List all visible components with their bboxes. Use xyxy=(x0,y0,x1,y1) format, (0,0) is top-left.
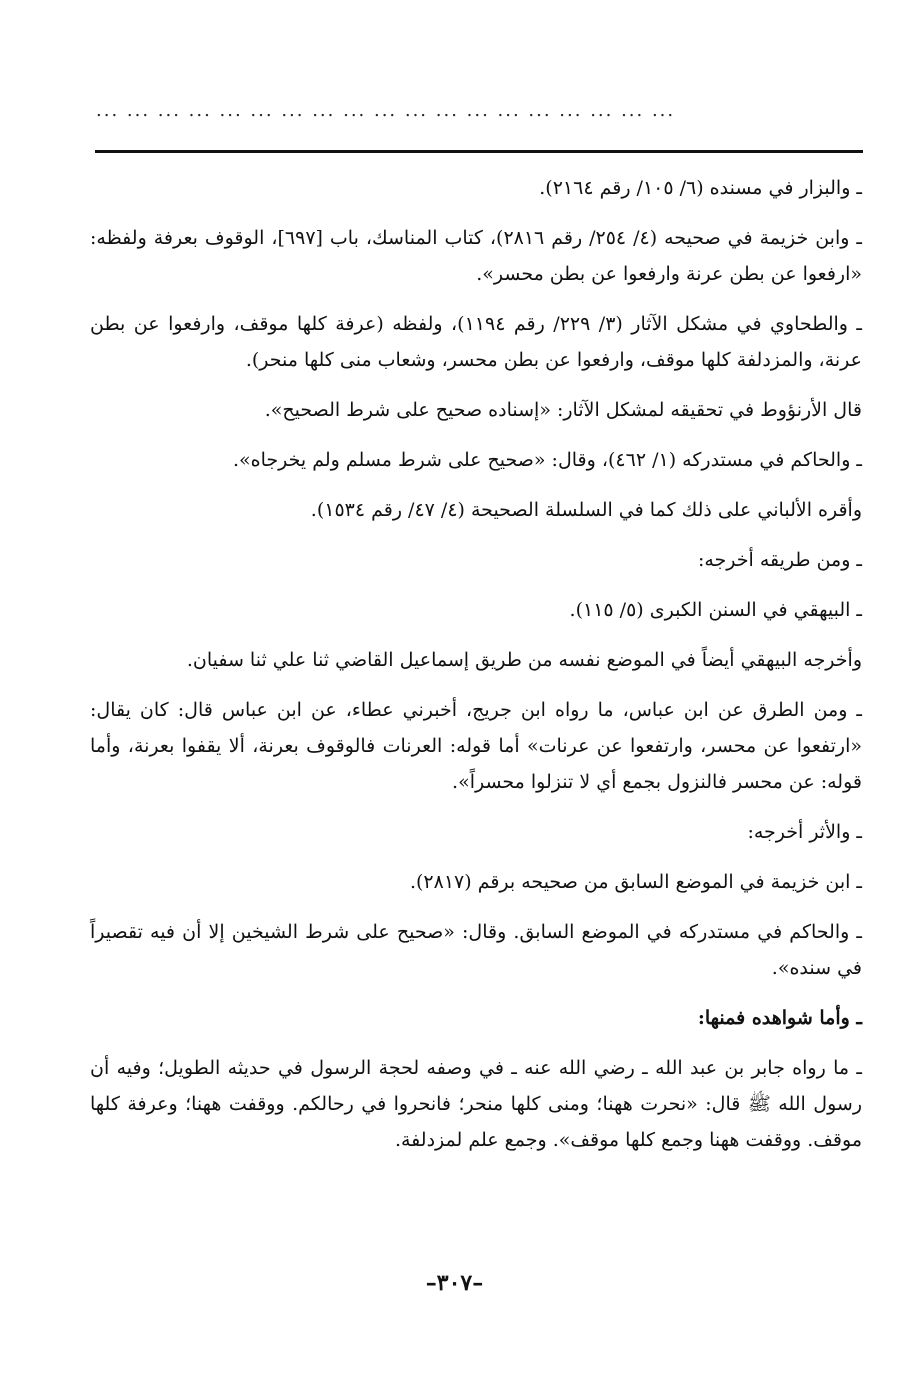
paragraph-ibn-khuzayma: ـ وابن خزيمة في صحيحه (٤/ ٢٥٤/ رقم ٢٨١٦)، كتاب المناسك، باب [٦٩٧]، الوقوف بعرفة ولفظه: «ارفعوا عن بطن عرنة وارفعوا عن بطن محسر». xyxy=(90,227,862,285)
footnotes-text xyxy=(90,170,862,1172)
paragraph-bayhaqi: ـ البيهقي في السنن الكبرى (٥/ ١١٥). xyxy=(569,599,862,621)
paragraph-ibn-khuzayma-2: ـ ابن خزيمة في الموضع السابق من صحيحه برقم (٢٨١٧). xyxy=(409,871,862,893)
page-number: –٣٠٧– xyxy=(425,1270,484,1296)
paragraph-shawahid-heading: ـ وأما شواهده فمنها: xyxy=(697,1007,862,1029)
paragraph-athar: ـ والأثر أخرجه: xyxy=(747,821,862,843)
paragraph-jabir: ـ ما رواه جابر بن عبد الله ـ رضي الله عنه ـ في وصفه لحجة الرسول في حديثه الطويل؛ وفيه أن رسول الله ﷺ قال: «نحرت ههنا؛ ومنى كلها منحر؛ فانحروا في رحالكم. ووقفت ههنا؛ وعرفة كلها موقف. ووقفت ههنا وجمع كلها موقف». وجمع علم لمزدلفة. xyxy=(90,1057,862,1151)
paragraph-bazzar: ـ والبزار في مسنده (٦/ ١٠٥/ رقم ٢١٦٤). xyxy=(539,177,862,199)
paragraph-arnaut: قال الأرنؤوط في تحقيقه لمشكل الآثار: «إسناده صحيح على شرط الصحيح». xyxy=(264,399,862,421)
paragraph-ibn-abbas: ـ ومن الطرق عن ابن عباس، ما رواه ابن جريج، أخبرني عطاء، عن ابن عباس قال: كان يقال: «ارتفعوا عن محسر، وارتفعوا عن عرنات» أما قوله: العرنات فالوقوف بعرنة، ألا يقفوا بعرنة، وأما قوله: عن محسر فالنزول بجمع أي لا تنزلوا محسراً». xyxy=(90,699,862,793)
paragraph-albani: وأقره الألباني على ذلك كما في السلسلة الصحيحة (٤/ ٤٧/ رقم ١٥٣٤). xyxy=(310,499,862,521)
footnote-separator xyxy=(95,150,863,153)
paragraph-hakim-2: ـ والحاكم في مستدركه في الموضع السابق. وقال: «صحيح على شرط الشيخين إلا أن فيه تقصيراً في سنده». xyxy=(90,921,862,979)
paragraph-tahawi: ـ والطحاوي في مشكل الآثار (٣/ ٢٢٩/ رقم ١١٩٤)، ولفظه (عرفة كلها موقف، وارفعوا عن بطن عرنة، والمزدلفة كلها موقف، وارفعوا عن بطن محسر، وشعاب منى كلها منحر). xyxy=(90,313,863,371)
paragraph-min-tariqihi: ـ ومن طريقه أخرجه: xyxy=(697,549,862,571)
header-dots: ... ... ... ... ... ... ... ... ... ... ... ... ... ... ... ... ... ... ... xyxy=(96,100,676,121)
paragraph-hakim: ـ والحاكم في مستدركه (١/ ٤٦٢)، وقال: «صحيح على شرط مسلم ولم يخرجاه». xyxy=(233,449,862,471)
paragraph-bayhaqi-also: وأخرجه البيهقي أيضاً في الموضع نفسه من طريق إسماعيل القاضي ثنا علي ثنا سفيان. xyxy=(186,649,862,671)
